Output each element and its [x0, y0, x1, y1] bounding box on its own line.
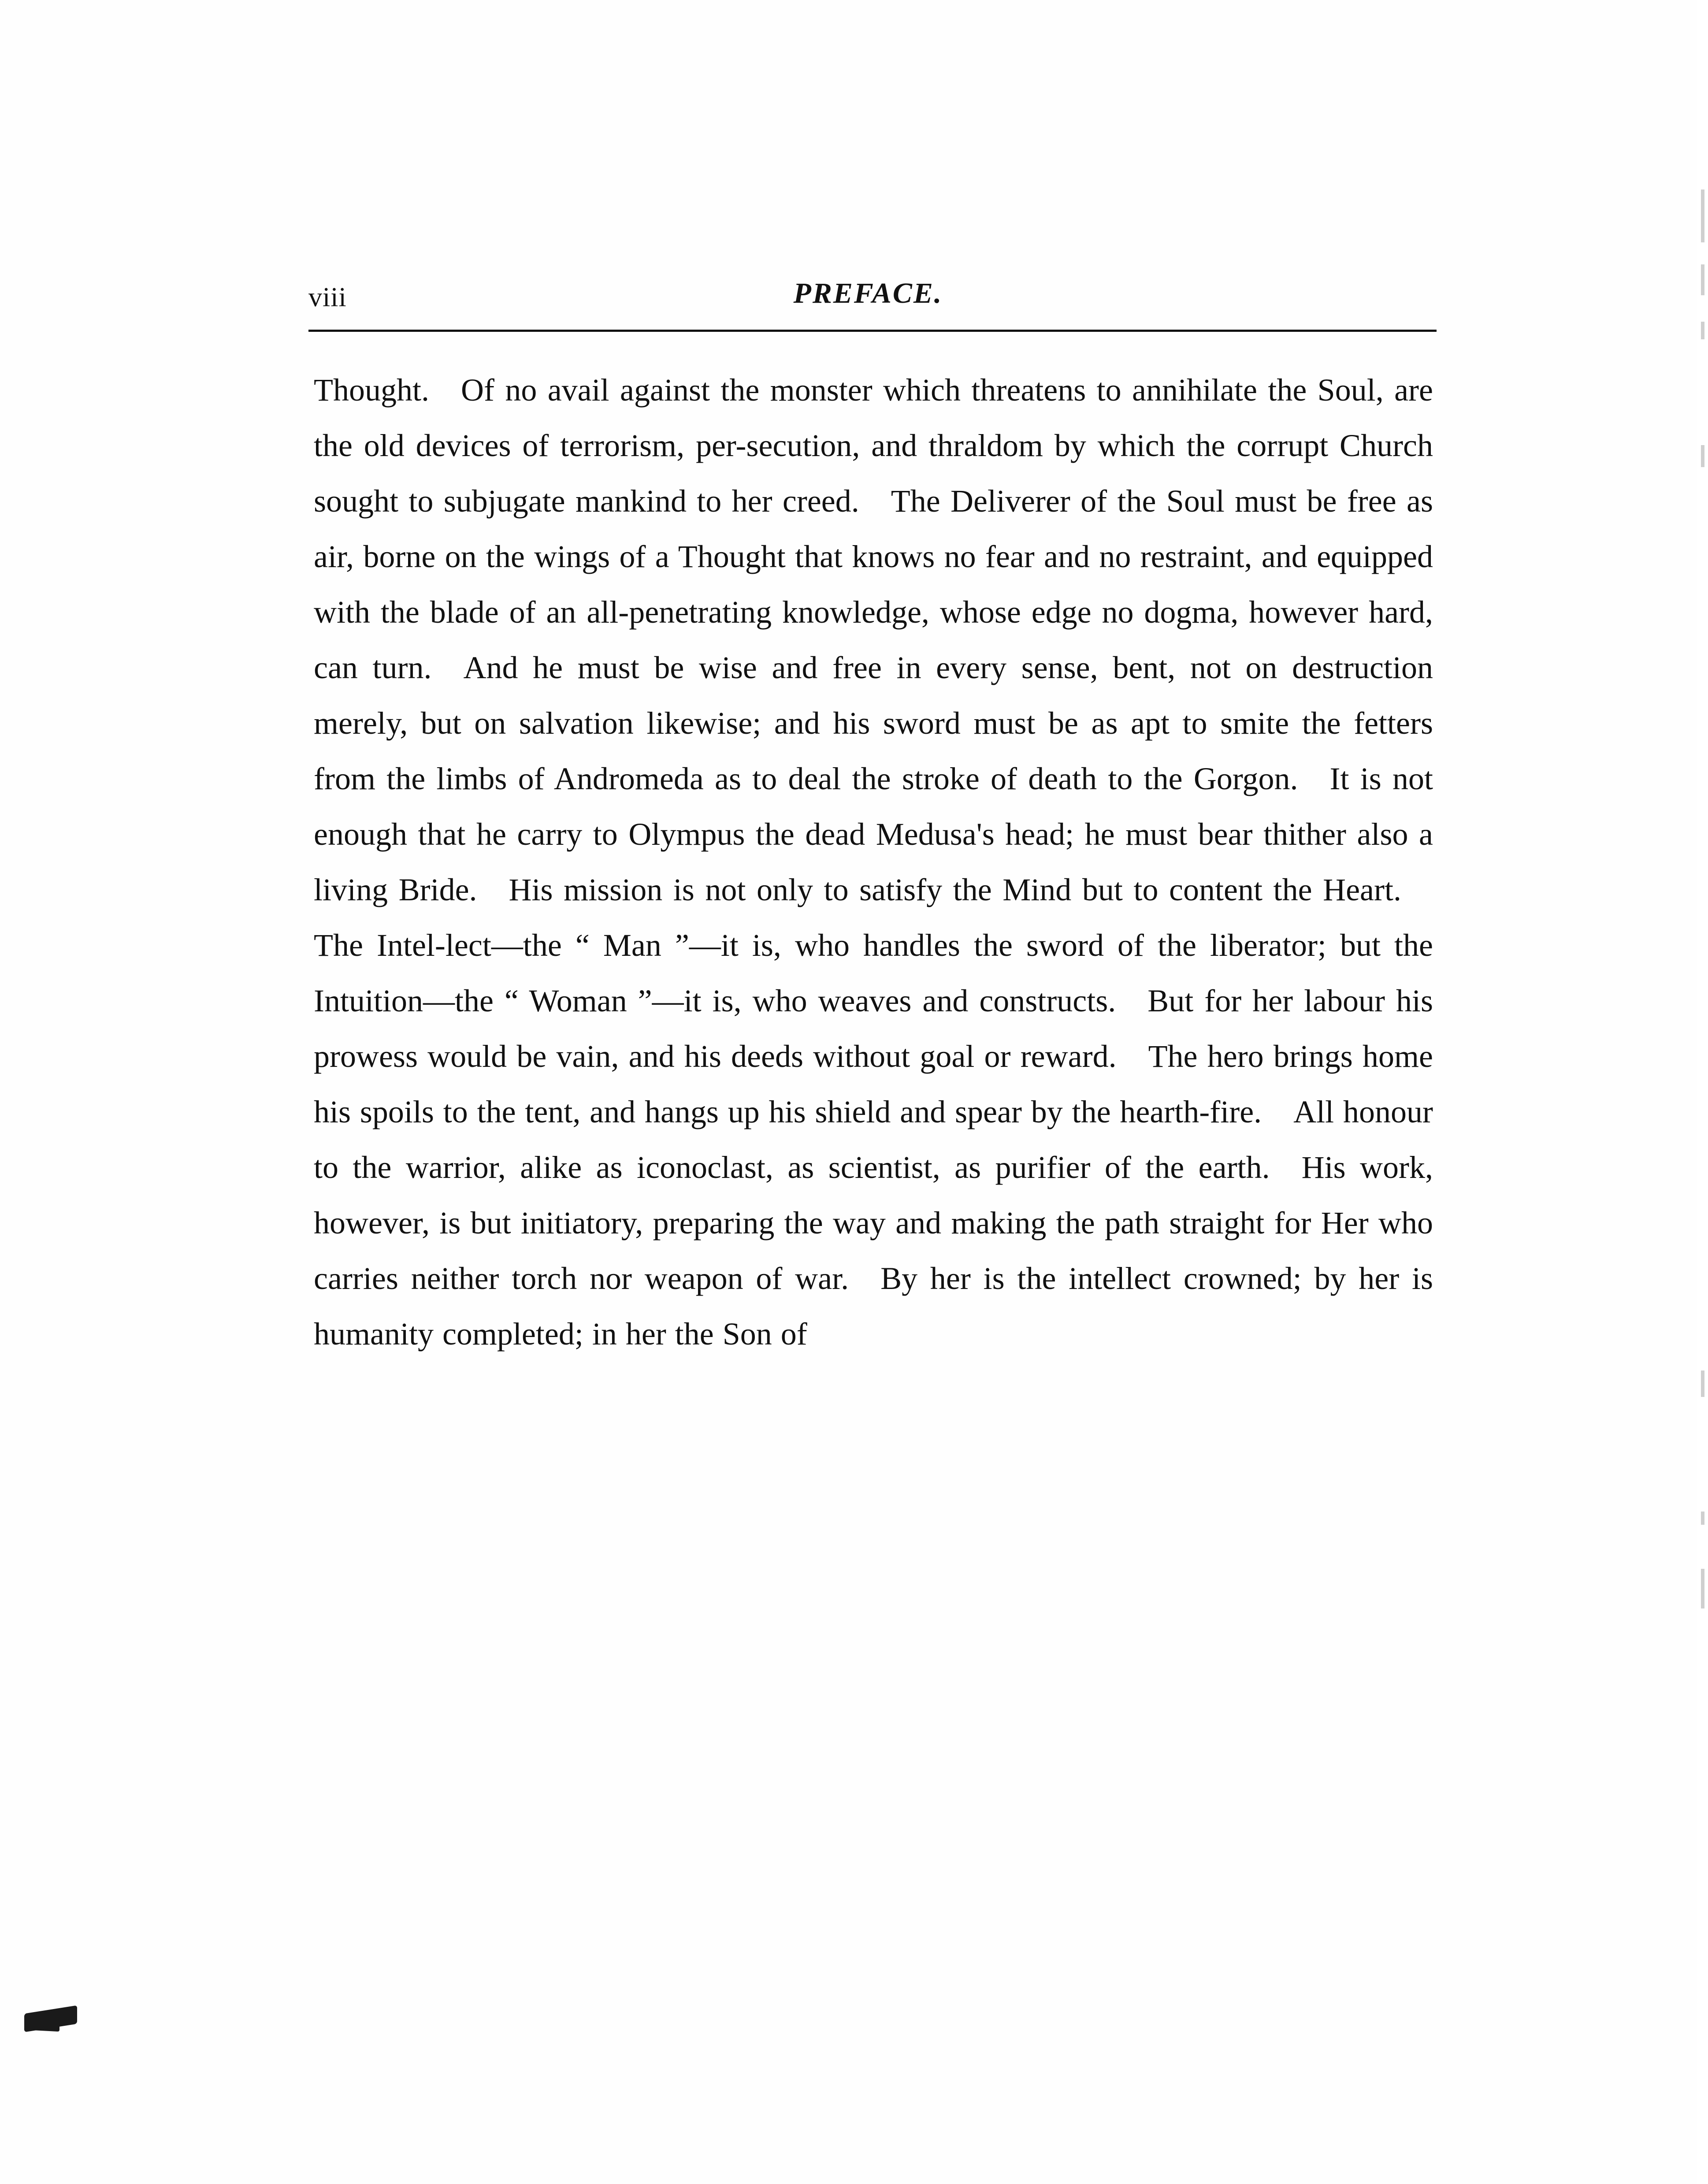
- body-text-block: [314, 362, 1433, 1362]
- page-header: [308, 273, 1428, 313]
- scan-smudge: [24, 2005, 77, 2032]
- scan-artifact-mark: [1701, 1512, 1704, 1525]
- running-head-title: PREFACE.: [793, 277, 943, 309]
- page-edge-strip: [1697, 0, 1708, 2184]
- body-paragraph: Thought. Of no avail against the monster which threatens to annihilate the Soul, are the old devices of terrorism, per-secution, and thraldom by which the corrupt Church sought to subjugate mankind to her creed. The Deliverer of the Soul must be free as air, borne on the wings of a Thought that knows no fear and no restraint, and equipped with the blade of an all-penetrating knowledge, whose edge no dogma, however hard, can turn. And he must be wise and free in every sense, bent, not on destruction merely, but on salvation likewise; and his sword must be as apt to smite the fetters from the limbs of Andromeda as to deal the stroke of death to the Gorgon. It is not enough that he carry to Olympus the dead Medusa's head; he must bear thither also a living Bride. His mission is not only to satisfy the Mind but to content the Heart. The Intel-lect—the “ Man ”—it is, who handles the sword of the liberator; but the Intuition—the “ Woman ”—it is, who weaves and constructs. But for her labour his prowess would be vain, and his deeds without goal or reward. The hero brings home his spoils to the tent, and hangs up his shield and spear by the hearth-fire. All honour to the warrior, alike as iconoclast, as scientist, as purifier of the earth. His work, however, is but initiatory, preparing the way and making the path straight for Her who carries neither torch nor weapon of war. By her is the intellect crowned; by her is humanity completed; in her the Son of: [314, 372, 1433, 1352]
- scan-artifact-mark: [1701, 1371, 1704, 1397]
- header-divider: [308, 330, 1437, 332]
- scan-artifact-mark: [1701, 322, 1704, 339]
- folio-number: viii: [308, 282, 347, 312]
- scan-artifact-mark: [1701, 189, 1704, 242]
- scan-artifact-mark: [1701, 264, 1704, 295]
- scan-artifact-mark: [1701, 1569, 1704, 1608]
- scan-artifact-mark: [1701, 445, 1704, 467]
